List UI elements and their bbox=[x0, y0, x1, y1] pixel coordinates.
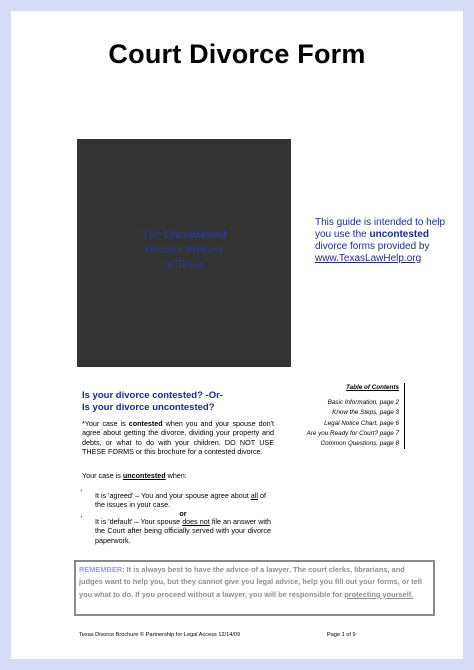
default-pre: It is 'default' – Your spouse bbox=[95, 517, 183, 526]
footer-page-number: Page 1 of 9 bbox=[327, 632, 356, 638]
remember-underline: protecting yourself. bbox=[344, 589, 414, 599]
heading-line1: Is your divorce contested? -Or- bbox=[82, 390, 223, 401]
default-underline: does not bbox=[182, 517, 210, 526]
contested-bold: contested bbox=[128, 419, 163, 428]
toc-item: Are you Ready for Court? page 7 bbox=[306, 429, 399, 437]
contested-pre: *Your case is bbox=[82, 419, 129, 428]
remember-notice-box bbox=[74, 560, 435, 616]
intro-text bbox=[315, 217, 455, 265]
heading-line2: Is your divorce uncontested? bbox=[82, 402, 215, 413]
intro-bold: uncontested bbox=[369, 229, 429, 240]
section-heading bbox=[82, 390, 282, 414]
toc-item: Legal Notice Chart, page 6 bbox=[324, 419, 399, 427]
uncontested-post: when: bbox=[165, 471, 187, 480]
toc-item: Common Questions, page 8 bbox=[320, 440, 399, 448]
toc-title: Table of Contents bbox=[346, 384, 399, 391]
bullet-agreed bbox=[95, 491, 271, 510]
footer-copyright: Texas Divorce Brochure © Partnership for Legal Access 12/14/09 bbox=[79, 632, 241, 638]
cover-line3: in Texas bbox=[164, 257, 204, 271]
toc-item: Basic Information, page 2 bbox=[327, 399, 399, 407]
table-of-contents bbox=[281, 383, 405, 449]
toc-item: Know the Steps, page 3 bbox=[332, 409, 399, 417]
document-page bbox=[11, 11, 463, 659]
cover-title bbox=[77, 227, 291, 272]
agreed-post: of the issues in your case. bbox=[95, 491, 266, 510]
or-separator: or bbox=[179, 509, 187, 518]
cover-line1-prefix: The bbox=[141, 227, 164, 241]
intro-part2: divorce forms provided by bbox=[315, 241, 430, 252]
texaslawhelp-link[interactable]: www.TexasLawHelp.org bbox=[315, 253, 422, 264]
agreed-pre: It is 'agreed' – You and your spouse agree about bbox=[95, 491, 251, 500]
uncontested-paragraph bbox=[82, 471, 274, 480]
cover-line1-bold: Uncontested bbox=[163, 227, 227, 241]
contested-post: when you and your spouse don't agree about getting the divorce, dividing your property and debts, or what to do with your children. DO NOT USE THESE FORMS or this brochure for a contested divorce. bbox=[82, 419, 274, 457]
page-title: Court Divorce Form bbox=[108, 39, 366, 69]
cover-line2: Divorce Process bbox=[144, 242, 224, 256]
contested-paragraph bbox=[82, 419, 274, 457]
default-post: file an answer with the Court after being officially served with your divorce paperwork. bbox=[95, 517, 272, 545]
remember-lead: REMEMBER bbox=[79, 565, 123, 574]
remember-body: : It is always best to have the advice of a lawyer. The court clerks, librarians, and judges want to help you, but they cannot give you legal advice, help you fill out your forms, or tell you what to do. If you proceed without a lawyer, you will be responsible for bbox=[79, 565, 422, 599]
bullet-mark: ' bbox=[81, 490, 83, 497]
agreed-underline: all bbox=[250, 491, 258, 500]
cover-image bbox=[77, 139, 291, 367]
uncontested-pre: Your case is bbox=[82, 471, 123, 480]
bullet-default bbox=[95, 517, 271, 545]
intro-part1: This guide is intended to help you use the bbox=[315, 217, 446, 240]
uncontested-bold: uncontested bbox=[122, 471, 166, 480]
bullet-mark: ' bbox=[81, 516, 83, 523]
